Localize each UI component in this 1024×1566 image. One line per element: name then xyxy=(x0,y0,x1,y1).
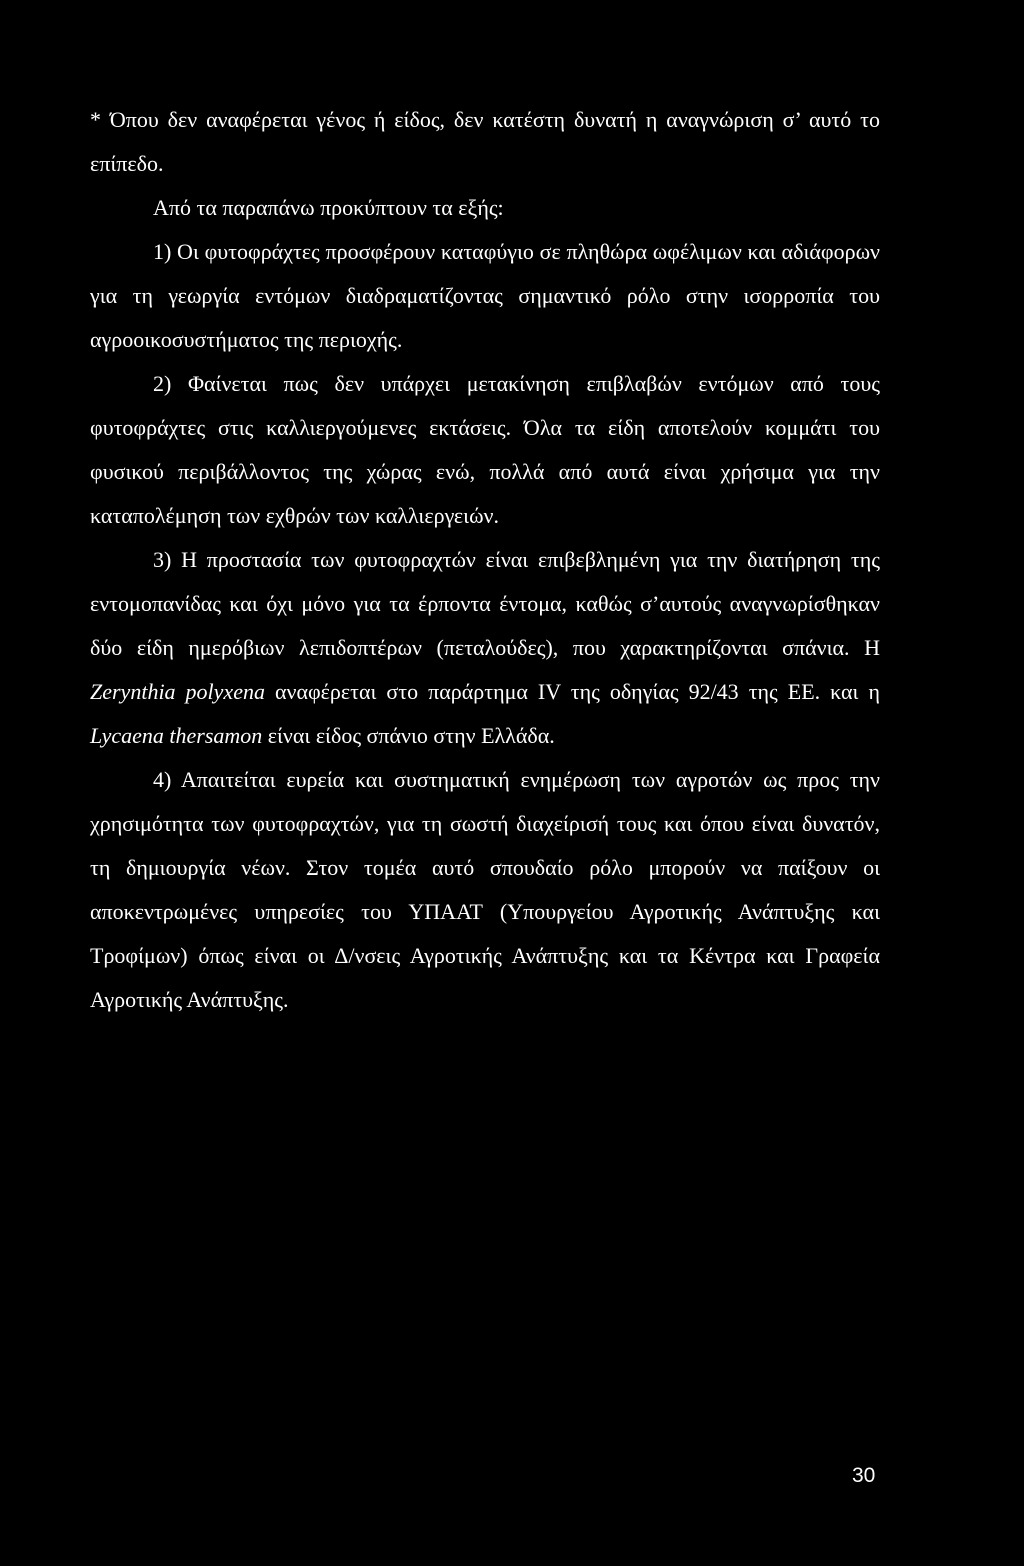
list-item-3-text-c: είναι είδος σπάνιο στην Ελλάδα. xyxy=(262,723,555,748)
list-item-3-text-a: 3) Η προστασία των φυτοφραχτών είναι επιβεβλημένη για την διατήρηση της εντομοπανίδας και όχι μόνο για τα έρποντα έντομα, καθώς σ’αυτούς αναγνωρίσθηκαν δύο είδη ημερόβιων λεπιδοπτέρων (πεταλούδες), που χαρακτηρίζονται σπάνια. Η xyxy=(90,547,880,660)
list-item-3 xyxy=(90,538,880,758)
footnote: * Όπου δεν αναφέρεται γένος ή είδος, δεν κατέστη δυνατή η αναγνώριση σ’ αυτό το επίπεδο. xyxy=(90,107,880,176)
species-name-zerynthia: Zerynthia polyxena xyxy=(90,679,265,704)
list-item-3-text-b: αναφέρεται στο παράρτημα IV της οδηγίας 92/43 της ΕΕ. και η xyxy=(264,679,880,704)
list-item-1: 1) Οι φυτοφράχτες προσφέρουν καταφύγιο σε πληθώρα ωφέλιμων και αδιάφορων για τη γεωργία εντόμων διαδραματίζοντας σημαντικό ρόλο στην ισορροπία του αγροοικοσυστήματος της περιοχής. xyxy=(90,239,880,352)
list-item-4: 4) Απαιτείται ευρεία και συστηματική ενημέρωση των αγροτών ως προς την χρησιμότητα των φυτοφραχτών, για τη σωστή διαχείρισή τους και όπου είναι δυνατόν, τη δημιουργία νέων. Στον τομέα αυτό σπουδαίο ρόλο μπορούν να παίξουν οι αποκεντρωμένες υπηρεσίες του ΥΠΑΑΤ (Υπουργείου Αγροτικής Ανάπτυξης και Τροφίμων) όπως είναι οι Δ/νσεις Αγροτικής Ανάπτυξης και τα Κέντρα και Γραφεία Αγροτικής Ανάπτυξης. xyxy=(90,767,880,1012)
document-page xyxy=(90,98,880,1022)
lead-paragraph: Από τα παραπάνω προκύπτουν τα εξής: xyxy=(153,195,504,220)
species-name-lycaena: Lycaena thersamon xyxy=(90,723,263,748)
page-number: 30 xyxy=(852,1464,876,1487)
list-item-2: 2) Φαίνεται πως δεν υπάρχει μετακίνηση επιβλαβών εντόμων από τους φυτοφράχτες στις καλλιεργούμενες εκτάσεις. Όλα τα είδη αποτελούν κομμάτι του φυσικού περιβάλλοντος της χώρας ενώ, πολλά από αυτά είναι χρήσιμα για την καταπολέμηση των εχθρών των καλλιεργειών. xyxy=(90,371,880,528)
